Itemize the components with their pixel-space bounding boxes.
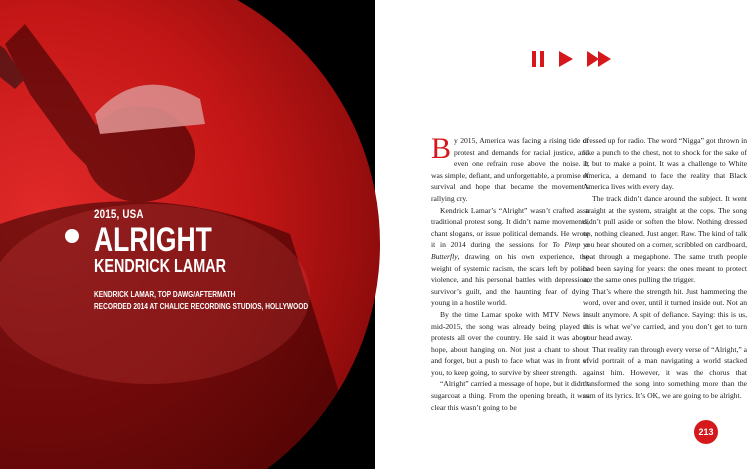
drop-cap: B: [431, 132, 452, 165]
fast-forward-icon[interactable]: [586, 50, 612, 68]
article-column-2: [583, 135, 747, 402]
playback-controls: [530, 50, 612, 68]
credit-line-1: KENDRICK LAMAR, TOP DAWG/AFTERMATH: [94, 290, 236, 299]
paragraph: [431, 378, 589, 413]
paragraph: [431, 132, 589, 205]
song-title: ALRIGHT: [94, 221, 212, 259]
paragraph-text: dressed up for radio. The word “Nigga” got thrown in like a punch to the chest, not to shock for the sake of it, but to make a point. It was a challenge to White America, a demand to face the reality that Black America lives with every day.: [583, 136, 747, 192]
caption-dot: [65, 229, 79, 243]
paragraph: [431, 309, 589, 379]
paragraph-text: That’s where the strength hit. Just hammering the word, over and over, until it turned inside out. Not an insult anymore. A spit of defiance. Saying: this is us, this is what we’ve carried, and you don’t get to turn your head away.: [583, 286, 747, 343]
paragraph-text: , drawing on his own experience, the weight of systemic racism, the scars left by police violence, and his personal battles with depression, survivor’s guilt, and the haunting fear of dying young in a hostile world.: [431, 251, 589, 308]
year-country: 2015, USA: [94, 207, 144, 221]
paragraph-text: “Alright” carried a message of hope, but it didn’t sugarcoat a thing. From the opening breath, it was clear this wasn’t going to be: [431, 379, 589, 412]
artist-name: KENDRICK LAMAR: [94, 256, 226, 276]
paragraph-text: Kendrick Lamar’s “Alright” wasn’t crafted as a traditional protest song. It didn’t name movements, chant slogans, or issue political demands. He wrote it in 2014 during the sessions for: [431, 205, 589, 250]
paragraph: [583, 344, 747, 402]
credit-line-2: RECORDED 2014 AT CHALICE RECORDING STUDIOS, HOLLYWOOD: [94, 302, 309, 311]
paragraph-text: That reality ran through every verse of “Alright,” a vivid portrait of a man navigating a world stacked against him. However, it was the chorus that transformed the song into something more than the sum of its lyrics. It’s OK, we are going to be alright.: [583, 344, 747, 401]
pause-icon[interactable]: [530, 50, 546, 68]
paragraph: [583, 286, 747, 344]
paragraph-text: y 2015, America was facing a rising tide of protest and demands for racial justice, and even one refrain rose above the noise. It was simple, defiant, and unforgettable, a promise of survival and hope that became the movement’s rallying cry.: [431, 136, 589, 203]
play-icon[interactable]: [558, 50, 574, 68]
paragraph: [583, 193, 747, 286]
article-column-1: [431, 132, 589, 413]
page-number: 213: [694, 420, 718, 444]
paragraph-text: By the time Lamar spoke with MTV News in mid-2015, the song was already being played at protests all over the country. He said it was about hope, about hanging on. Not just a chant to shout and forget, but a push to face what was in front of you, to keep going, to survive by sheer strength.: [431, 309, 589, 377]
song-caption: [94, 207, 355, 313]
paragraph: [583, 135, 747, 193]
credits: [94, 289, 308, 313]
album-title: To Pimp a Butterfly: [431, 240, 589, 261]
paragraph-text: The track didn’t dance around the subject. It went straight at the system, straight at the cops. The song didn’t pull aside or soften the blow. Nothing dressed up, nothing cleaned. Just anger. Raw. The kind of talk you hear shouted on a corner, scribbled on cardboard, spat through a megaphone. The same truth people had been saying for years: the ones meant to protect are the same ones pulling the trigger.: [583, 193, 747, 285]
paragraph: [431, 205, 589, 309]
